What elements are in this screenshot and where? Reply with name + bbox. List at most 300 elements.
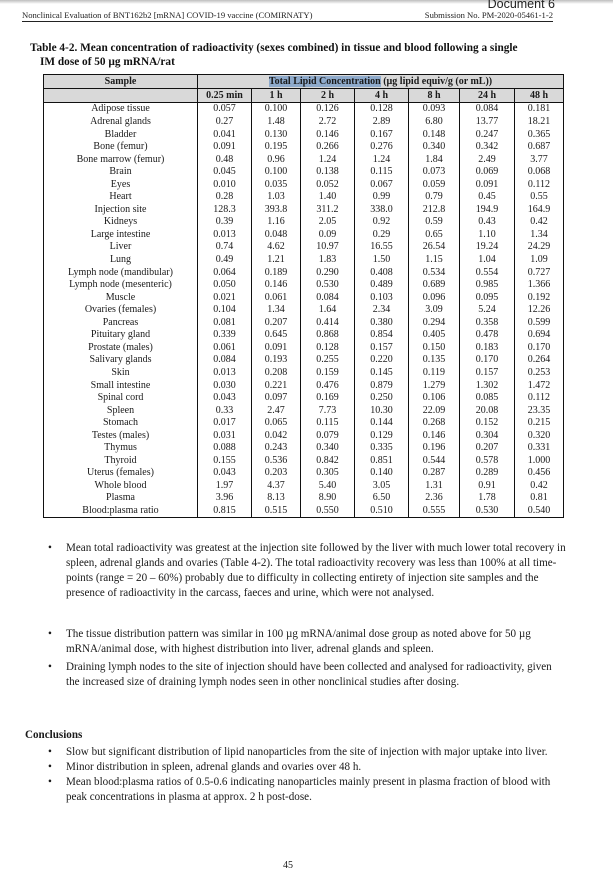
concentration-cell: 2.36 xyxy=(409,492,460,505)
concentration-cell: 5.40 xyxy=(301,479,355,492)
concentration-cell: 0.287 xyxy=(409,467,460,480)
sample-name-cell: Spinal cord xyxy=(44,392,198,405)
sample-name-cell: Salivary glands xyxy=(44,354,198,367)
concentration-cell: 0.128 xyxy=(355,103,409,116)
concentration-cell: 0.084 xyxy=(198,354,252,367)
findings-list-1 xyxy=(48,541,568,601)
sample-name-cell: Pituitary gland xyxy=(44,329,198,342)
concentration-cell: 0.043 xyxy=(198,467,252,480)
sample-name-cell: Stomach xyxy=(44,417,198,430)
concentration-cell: 0.144 xyxy=(355,417,409,430)
concentration-cell: 0.030 xyxy=(198,379,252,392)
concentration-cell: 2.89 xyxy=(355,116,409,129)
table-row xyxy=(44,166,564,179)
concentration-cell: 3.09 xyxy=(409,304,460,317)
concentration-cell: 16.55 xyxy=(355,241,409,254)
concentration-cell: 0.119 xyxy=(409,366,460,379)
concentration-cell: 393.8 xyxy=(252,203,301,216)
table-row xyxy=(44,116,564,129)
concentration-cell: 1.97 xyxy=(198,479,252,492)
concentration-cell: 0.92 xyxy=(355,216,409,229)
table-row xyxy=(44,178,564,191)
concentration-cell: 0.183 xyxy=(460,341,515,354)
table-row xyxy=(44,203,564,216)
table-row xyxy=(44,279,564,292)
table-row xyxy=(44,341,564,354)
concentration-cell: 0.276 xyxy=(355,141,409,154)
concentration-cell: 0.554 xyxy=(460,266,515,279)
bullet-icon: • xyxy=(48,776,52,788)
concentration-cell: 0.146 xyxy=(409,429,460,442)
concentration-cell: 0.115 xyxy=(301,417,355,430)
concentration-cell: 2.49 xyxy=(460,153,515,166)
table-row xyxy=(44,417,564,430)
page-number: 45 xyxy=(283,860,293,871)
concentration-cell: 0.534 xyxy=(409,266,460,279)
concentration-cell: 0.331 xyxy=(515,442,564,455)
concentration-cell: 0.33 xyxy=(198,404,252,417)
sample-name-cell: Uterus (females) xyxy=(44,467,198,480)
concentration-cell: 1.366 xyxy=(515,279,564,292)
concentration-cell: 13.77 xyxy=(460,116,515,129)
concentration-cell: 0.536 xyxy=(252,454,301,467)
concentration-cell: 12.26 xyxy=(515,304,564,317)
findings-list-2 xyxy=(48,627,568,690)
concentration-cell: 194.9 xyxy=(460,203,515,216)
concentration-cell: 0.854 xyxy=(355,329,409,342)
concentration-cell: 0.29 xyxy=(355,228,409,241)
concentration-cell: 0.48 xyxy=(198,153,252,166)
concentration-cell: 0.059 xyxy=(409,178,460,191)
bullet-icon: • xyxy=(48,661,52,673)
sample-column-header: Sample xyxy=(44,75,198,89)
concentration-cell: 0.340 xyxy=(409,141,460,154)
concentration-cell: 0.268 xyxy=(409,417,460,430)
sample-name-cell: Thymus xyxy=(44,442,198,455)
concentration-cell: 0.478 xyxy=(460,329,515,342)
concentration-cell: 0.380 xyxy=(355,316,409,329)
concentration-cell: 0.145 xyxy=(355,366,409,379)
table-row xyxy=(44,266,564,279)
concentration-cell: 1.83 xyxy=(301,254,355,267)
concentration-cell: 0.99 xyxy=(355,191,409,204)
sample-name-cell: Blood:plasma ratio xyxy=(44,505,198,518)
unit-text: (µg lipid equiv/g (or mL)) xyxy=(380,75,493,87)
concentration-cell: 0.112 xyxy=(515,178,564,191)
concentration-cell: 0.320 xyxy=(515,429,564,442)
concentration-cell: 0.43 xyxy=(460,216,515,229)
concentration-cell: 7.73 xyxy=(301,404,355,417)
sample-name-cell: Adrenal glands xyxy=(44,116,198,129)
concentration-cell: 1.84 xyxy=(409,153,460,166)
table-row xyxy=(44,254,564,267)
concentration-cell: 0.091 xyxy=(460,178,515,191)
concentration-cell: 0.868 xyxy=(301,329,355,342)
running-header-submission: Submission No. PM-2020-05461-1-2 xyxy=(424,10,553,20)
concentration-cell: 0.266 xyxy=(301,141,355,154)
concentration-cell: 3.77 xyxy=(515,153,564,166)
concentration-cell: 0.106 xyxy=(409,392,460,405)
concentration-cell: 0.687 xyxy=(515,141,564,154)
concentration-cell: 1.78 xyxy=(460,492,515,505)
concentration-cell: 0.095 xyxy=(460,291,515,304)
concentration-cell: 1.48 xyxy=(252,116,301,129)
concentration-cell: 1.24 xyxy=(355,153,409,166)
concentration-cell: 0.81 xyxy=(515,492,564,505)
header-rule xyxy=(22,21,472,22)
concentration-cell: 24.29 xyxy=(515,241,564,254)
concentration-cell: 0.061 xyxy=(198,341,252,354)
conclusion-item: • Slow but significant distribution of lipid nanoparticles from the site of injection with major uptake into liver. xyxy=(48,746,548,758)
concentration-cell: 1.302 xyxy=(460,379,515,392)
sample-name-cell: Bone (femur) xyxy=(44,141,198,154)
concentration-cell: 0.091 xyxy=(252,341,301,354)
concentration-cell: 1.000 xyxy=(515,454,564,467)
caption-line-2: IM dose of 50 µg mRNA/rat xyxy=(40,56,175,68)
sample-name-cell: Small intestine xyxy=(44,379,198,392)
concentration-cell: 0.207 xyxy=(252,316,301,329)
concentration-cell: 0.49 xyxy=(198,254,252,267)
conclusion-item: • Minor distribution in spleen, adrenal glands and ovaries over 48 h. xyxy=(48,761,362,773)
concentration-cell: 0.135 xyxy=(409,354,460,367)
concentration-cell: 0.100 xyxy=(252,103,301,116)
time-header: 2 h xyxy=(301,89,355,103)
concentration-cell: 0.45 xyxy=(460,191,515,204)
sample-name-cell: Bone marrow (femur) xyxy=(44,153,198,166)
table-row xyxy=(44,291,564,304)
concentration-cell: 1.03 xyxy=(252,191,301,204)
concentration-cell: 10.30 xyxy=(355,404,409,417)
concentration-cell: 0.069 xyxy=(460,166,515,179)
concentration-cell: 18.21 xyxy=(515,116,564,129)
table-row xyxy=(44,392,564,405)
concentration-cell: 0.157 xyxy=(460,366,515,379)
concentration-cell: 0.544 xyxy=(409,454,460,467)
sample-name-cell: Pancreas xyxy=(44,316,198,329)
concentration-cell: 0.59 xyxy=(409,216,460,229)
table-row xyxy=(44,454,564,467)
document-stamp: Document 6 xyxy=(487,0,555,11)
concentration-cell: 0.540 xyxy=(515,505,564,518)
radioactivity-table xyxy=(43,74,564,518)
concentration-cell: 1.10 xyxy=(460,228,515,241)
concentration-cell: 1.15 xyxy=(409,254,460,267)
concentration-group-header xyxy=(198,75,564,89)
concentration-cell: 2.72 xyxy=(301,116,355,129)
table-row xyxy=(44,366,564,379)
concentration-cell: 8.13 xyxy=(252,492,301,505)
conclusions-heading: Conclusions xyxy=(25,729,83,741)
concentration-cell: 0.694 xyxy=(515,329,564,342)
concentration-cell: 0.050 xyxy=(198,279,252,292)
concentration-cell: 0.097 xyxy=(252,392,301,405)
concentration-cell: 0.247 xyxy=(460,128,515,141)
table-row xyxy=(44,429,564,442)
bullet-icon: • xyxy=(48,628,52,640)
concentration-cell: 0.339 xyxy=(198,329,252,342)
concentration-cell: 1.64 xyxy=(301,304,355,317)
table-row xyxy=(44,479,564,492)
concentration-cell: 0.207 xyxy=(460,442,515,455)
sample-name-cell: Brain xyxy=(44,166,198,179)
concentration-cell: 0.152 xyxy=(460,417,515,430)
sample-name-cell: Bladder xyxy=(44,128,198,141)
concentration-cell: 0.91 xyxy=(460,479,515,492)
concentration-cell: 0.084 xyxy=(301,291,355,304)
time-header: 0.25 min xyxy=(198,89,252,103)
concentration-cell: 0.067 xyxy=(355,178,409,191)
concentration-cell: 0.093 xyxy=(409,103,460,116)
bullet-icon: • xyxy=(48,746,52,758)
concentration-cell: 1.21 xyxy=(252,254,301,267)
concentration-cell: 0.510 xyxy=(355,505,409,518)
sample-name-cell: Skin xyxy=(44,366,198,379)
concentration-cell: 0.138 xyxy=(301,166,355,179)
concentration-cell: 0.842 xyxy=(301,454,355,467)
concentration-cell: 4.62 xyxy=(252,241,301,254)
concentration-cell: 0.148 xyxy=(409,128,460,141)
concentration-cell: 0.126 xyxy=(301,103,355,116)
concentration-cell: 10.97 xyxy=(301,241,355,254)
concentration-cell: 0.250 xyxy=(355,392,409,405)
concentration-cell: 0.365 xyxy=(515,128,564,141)
finding-item: • Mean total radioactivity was greatest at the injection site followed by the liver with much lower total recovery in spleen, adrenal glands and ovaries (Table 4-2). The total radioactivity recovery was less than 100% at all time-points (range = 20 – 60%) probably due to difficulty in collecting entirety of injection site samples and the presence of radioactivity in the carcass, faeces and urine, which were not analysed. xyxy=(48,542,566,599)
finding-item: • Draining lymph nodes to the site of injection should have been collected and analysed for radioactivity, given the increased size of draining lymph nodes seen in other nonclinical studies after dosing. xyxy=(48,661,552,688)
table-row xyxy=(44,191,564,204)
finding-item: • The tissue distribution pattern was similar in 100 µg mRNA/animal dose group as noted above for 50 µg mRNA/animal dose, with highest distribution into liver, adrenal glands and spleen. xyxy=(48,628,531,655)
concentration-cell: 0.42 xyxy=(515,216,564,229)
concentration-cell: 0.128 xyxy=(301,341,355,354)
concentration-cell: 0.081 xyxy=(198,316,252,329)
concentration-cell: 1.34 xyxy=(515,228,564,241)
concentration-cell: 0.061 xyxy=(252,291,301,304)
concentration-cell: 0.196 xyxy=(409,442,460,455)
concentration-cell: 0.264 xyxy=(515,354,564,367)
concentration-cell: 26.54 xyxy=(409,241,460,254)
conclusion-item: • Mean blood:plasma ratios of 0.5-0.6 indicating nanoparticles mainly present in plasma fraction of blood with peak concentrations in plasma at approx. 2 h post-dose. xyxy=(48,776,551,803)
sample-name-cell: Large intestine xyxy=(44,228,198,241)
concentration-cell: 0.727 xyxy=(515,266,564,279)
concentration-cell: 0.140 xyxy=(355,467,409,480)
table-caption xyxy=(30,41,570,69)
concentration-cell: 2.05 xyxy=(301,216,355,229)
concentration-cell: 0.208 xyxy=(252,366,301,379)
table-row xyxy=(44,379,564,392)
concentration-cell: 128.3 xyxy=(198,203,252,216)
concentration-cell: 0.304 xyxy=(460,429,515,442)
time-header: 48 h xyxy=(515,89,564,103)
concentration-cell: 0.358 xyxy=(460,316,515,329)
concentration-cell: 1.472 xyxy=(515,379,564,392)
concentration-cell: 0.079 xyxy=(301,429,355,442)
concentration-cell: 0.181 xyxy=(515,103,564,116)
concentration-cell: 0.084 xyxy=(460,103,515,116)
concentration-cell: 0.065 xyxy=(252,417,301,430)
table-row xyxy=(44,216,564,229)
sample-column-header-blank xyxy=(44,89,198,103)
time-header: 24 h xyxy=(460,89,515,103)
concentration-cell: 0.555 xyxy=(409,505,460,518)
sample-name-cell: Kidneys xyxy=(44,216,198,229)
concentration-cell: 0.129 xyxy=(355,429,409,442)
concentration-cell: 0.28 xyxy=(198,191,252,204)
concentration-cell: 0.104 xyxy=(198,304,252,317)
concentration-cell: 0.088 xyxy=(198,442,252,455)
concentration-cell: 0.170 xyxy=(460,354,515,367)
concentration-cell: 0.530 xyxy=(460,505,515,518)
concentration-cell: 0.489 xyxy=(355,279,409,292)
concentration-cell: 0.167 xyxy=(355,128,409,141)
sample-name-cell: Muscle xyxy=(44,291,198,304)
concentration-cell: 19.24 xyxy=(460,241,515,254)
concentration-cell: 0.55 xyxy=(515,191,564,204)
concentration-cell: 0.085 xyxy=(460,392,515,405)
concentration-cell: 0.043 xyxy=(198,392,252,405)
concentration-cell: 0.189 xyxy=(252,266,301,279)
concentration-cell: 0.013 xyxy=(198,366,252,379)
concentration-cell: 0.073 xyxy=(409,166,460,179)
concentration-cell: 0.09 xyxy=(301,228,355,241)
concentration-cell: 0.192 xyxy=(515,291,564,304)
concentration-cell: 0.578 xyxy=(460,454,515,467)
time-header: 1 h xyxy=(252,89,301,103)
concentration-cell: 22.09 xyxy=(409,404,460,417)
concentration-cell: 0.017 xyxy=(198,417,252,430)
concentration-cell: 0.879 xyxy=(355,379,409,392)
concentration-cell: 0.253 xyxy=(515,366,564,379)
table-row xyxy=(44,304,564,317)
concentration-cell: 0.243 xyxy=(252,442,301,455)
table-row xyxy=(44,505,564,518)
concentration-cell: 0.27 xyxy=(198,116,252,129)
table-row xyxy=(44,103,564,116)
sample-name-cell: Whole blood xyxy=(44,479,198,492)
concentration-cell: 311.2 xyxy=(301,203,355,216)
concentration-cell: 0.021 xyxy=(198,291,252,304)
concentration-cell: 0.045 xyxy=(198,166,252,179)
concentration-cell: 0.115 xyxy=(355,166,409,179)
concentration-cell: 0.340 xyxy=(301,442,355,455)
concentration-cell: 0.057 xyxy=(198,103,252,116)
concentration-cell: 1.04 xyxy=(460,254,515,267)
concentration-cell: 2.47 xyxy=(252,404,301,417)
concentration-cell: 0.091 xyxy=(198,141,252,154)
table-row xyxy=(44,404,564,417)
table-row xyxy=(44,442,564,455)
bullet-icon: • xyxy=(48,761,52,773)
concentration-cell: 1.09 xyxy=(515,254,564,267)
concentration-cell: 0.170 xyxy=(515,341,564,354)
concentration-cell: 1.50 xyxy=(355,254,409,267)
sample-name-cell: Injection site xyxy=(44,203,198,216)
concentration-cell: 0.146 xyxy=(301,128,355,141)
concentration-cell: 0.130 xyxy=(252,128,301,141)
concentration-cell: 0.103 xyxy=(355,291,409,304)
table-row xyxy=(44,492,564,505)
concentration-cell: 0.476 xyxy=(301,379,355,392)
concentration-cell: 0.169 xyxy=(301,392,355,405)
concentration-cell: 0.221 xyxy=(252,379,301,392)
sample-name-cell: Plasma xyxy=(44,492,198,505)
concentration-cell: 6.50 xyxy=(355,492,409,505)
concentration-cell: 0.689 xyxy=(409,279,460,292)
concentration-cell: 0.112 xyxy=(515,392,564,405)
concentration-cell: 0.815 xyxy=(198,505,252,518)
concentration-cell: 0.42 xyxy=(515,479,564,492)
sample-name-cell: Adipose tissue xyxy=(44,103,198,116)
concentration-cell: 0.010 xyxy=(198,178,252,191)
concentration-cell: 0.064 xyxy=(198,266,252,279)
concentration-cell: 0.155 xyxy=(198,454,252,467)
concentration-cell: 0.65 xyxy=(409,228,460,241)
sample-name-cell: Lymph node (mandibular) xyxy=(44,266,198,279)
concentration-cell: 0.146 xyxy=(252,279,301,292)
concentration-cell: 0.193 xyxy=(252,354,301,367)
concentration-cell: 0.599 xyxy=(515,316,564,329)
caption-line-1: Table 4-2. Mean concentration of radioactivity (sexes combined) in tissue and blood following a single xyxy=(30,42,518,54)
bullet-icon: • xyxy=(48,542,52,554)
table-row xyxy=(44,316,564,329)
concentration-cell: 0.851 xyxy=(355,454,409,467)
sample-name-cell: Testes (males) xyxy=(44,429,198,442)
concentration-cell: 0.305 xyxy=(301,467,355,480)
concentration-cell: 0.290 xyxy=(301,266,355,279)
concentration-cell: 20.08 xyxy=(460,404,515,417)
concentration-cell: 164.9 xyxy=(515,203,564,216)
table-row xyxy=(44,241,564,254)
running-header-title: Nonclinical Evaluation of BNT162b2 [mRNA] COVID-19 vaccine (COMIRNATY) xyxy=(22,10,313,20)
concentration-cell: 0.74 xyxy=(198,241,252,254)
table-row xyxy=(44,153,564,166)
concentration-cell: 0.042 xyxy=(252,429,301,442)
table-row xyxy=(44,141,564,154)
time-header: 4 h xyxy=(355,89,409,103)
sample-name-cell: Spleen xyxy=(44,404,198,417)
concentration-cell: 4.37 xyxy=(252,479,301,492)
table-row xyxy=(44,354,564,367)
concentration-cell: 0.096 xyxy=(409,291,460,304)
concentration-cell: 0.405 xyxy=(409,329,460,342)
concentration-cell: 0.550 xyxy=(301,505,355,518)
concentration-cell: 3.96 xyxy=(198,492,252,505)
concentration-cell: 0.456 xyxy=(515,467,564,480)
concentration-cell: 0.408 xyxy=(355,266,409,279)
concentration-cell: 23.35 xyxy=(515,404,564,417)
table-row xyxy=(44,329,564,342)
concentration-cell: 0.068 xyxy=(515,166,564,179)
concentration-cell: 0.041 xyxy=(198,128,252,141)
concentration-cell: 0.985 xyxy=(460,279,515,292)
concentration-cell: 5.24 xyxy=(460,304,515,317)
sample-name-cell: Prostate (males) xyxy=(44,341,198,354)
concentration-cell: 0.255 xyxy=(301,354,355,367)
concentration-cell: 1.24 xyxy=(301,153,355,166)
sample-name-cell: Lung xyxy=(44,254,198,267)
concentration-cell: 0.157 xyxy=(355,341,409,354)
table-row xyxy=(44,228,564,241)
concentration-cell: 0.150 xyxy=(409,341,460,354)
concentration-cell: 0.215 xyxy=(515,417,564,430)
concentration-cell: 0.414 xyxy=(301,316,355,329)
concentration-cell: 0.645 xyxy=(252,329,301,342)
table-row xyxy=(44,467,564,480)
table-row xyxy=(44,128,564,141)
concentration-cell: 0.052 xyxy=(301,178,355,191)
concentration-cell: 0.530 xyxy=(301,279,355,292)
concentration-cell: 0.39 xyxy=(198,216,252,229)
sample-name-cell: Lymph node (mesenteric) xyxy=(44,279,198,292)
concentration-cell: 0.342 xyxy=(460,141,515,154)
